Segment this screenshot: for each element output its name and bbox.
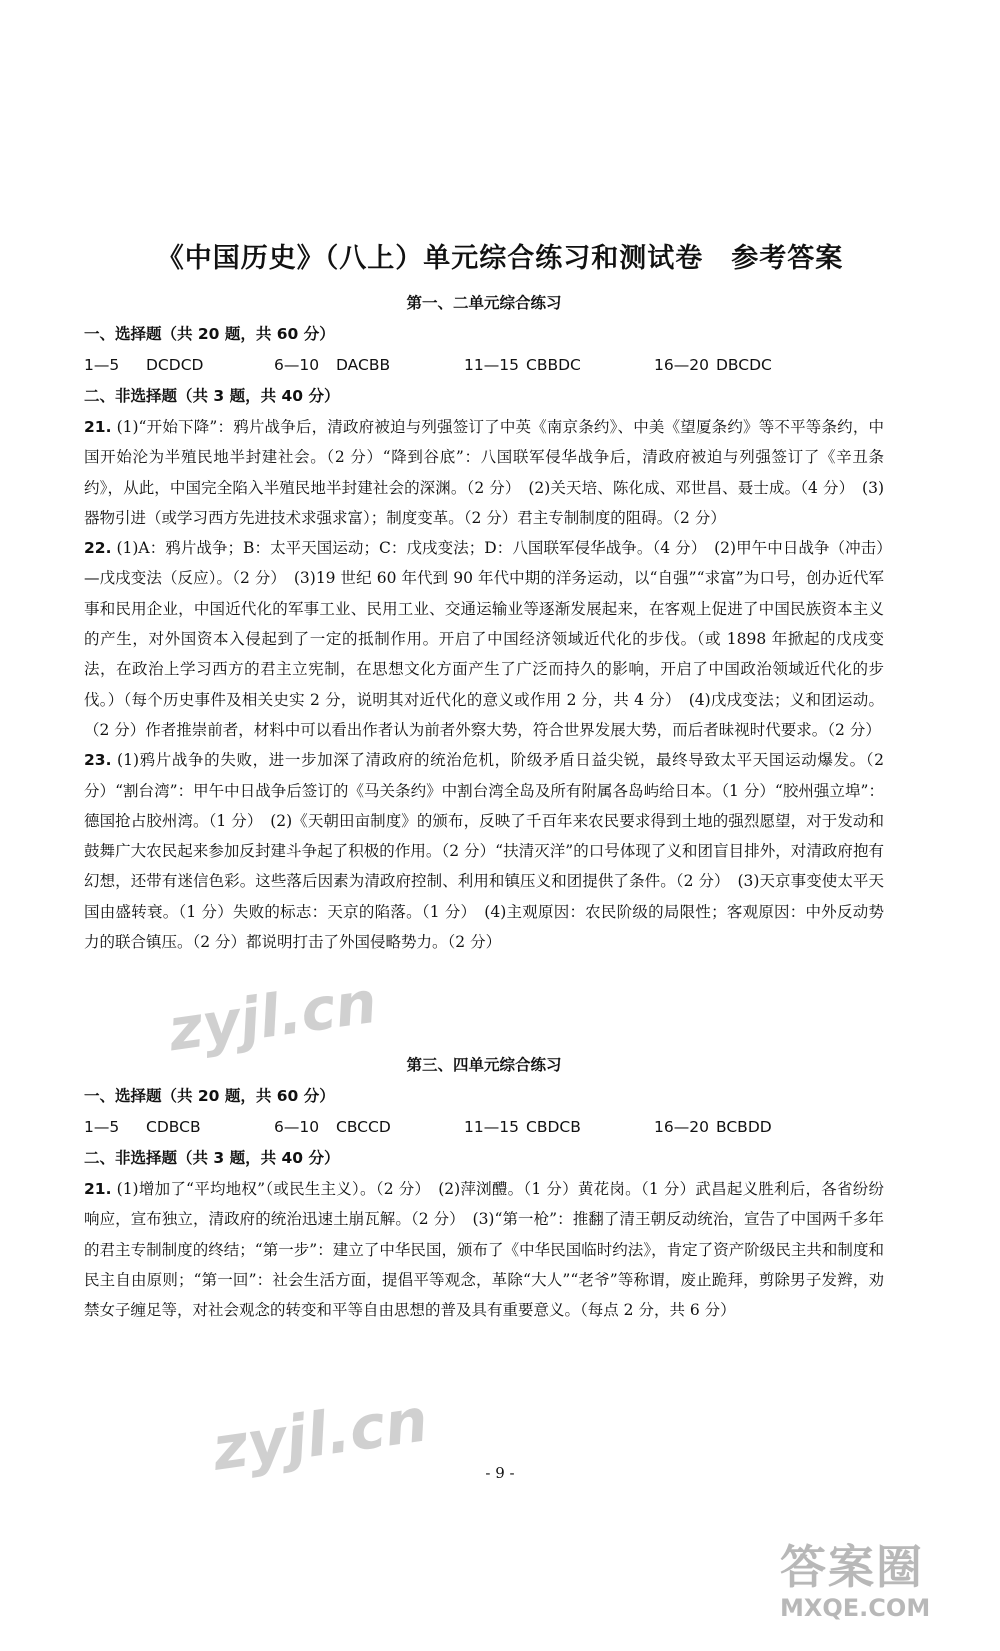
choice-range: 16—20 [654, 356, 709, 374]
choice-answers: BCBDD [716, 1118, 772, 1136]
choice-group [464, 1112, 654, 1142]
question-number: 22. [84, 539, 112, 558]
section-units-1-2 [84, 288, 884, 957]
section-units-3-4 [84, 1050, 884, 1325]
choice-answers: DACBB [336, 356, 391, 374]
watermark: zyjl.cn [208, 1385, 433, 1485]
logo-chars: 答案圈 [780, 1540, 924, 1594]
choice-answers: DBCDC [716, 356, 772, 374]
answer-paragraph [84, 533, 884, 745]
choice-range: 11—15 [464, 356, 519, 374]
choice-group [84, 350, 274, 380]
choice-group [274, 1112, 464, 1142]
question-number: 21. [84, 418, 112, 436]
choice-range: 1—5 [84, 356, 120, 374]
question-number: 23. [84, 751, 112, 770]
question-number: 21. [84, 1180, 112, 1198]
answer-text: (1)鸦片战争的失败，进一步加深了清政府的统治危机，阶级矛盾日益尖锐，最终导致太平天国运动爆发。（2 分）“割台湾”：甲午中日战争后签订的《马关条约》中割台湾全岛及所有附属各岛屿给日本。（1 分）“胶州强立埠”：德国抢占胶州湾。（1 分） (2)《天朝田亩制度》的颁布，反映了千百年来农民要求得到土地的强烈愿望，对于发动和鼓舞广大农民起来参加反封建斗争起了积极的作用。（2 分）“扶清灭洋”的口号体现了义和团盲目排外，对清政府抱有幻想，还带有迷信色彩。这些落后因素为清政府控制、利用和镇压义和团提供了条件。（2 分） (3)天京事变使太平天国由盛转衰。（1 分）失败的标志：天京的陷落。（1 分） (4)主观原因：农民阶级的局限性；客观原因：中外反动势力的联合镇压。（2 分）都说明打击了外国侵略势力。（2 分） [84, 751, 884, 952]
answer-paragraph [84, 745, 884, 957]
non-choice-part-heading: 二、非选择题（共 3 题，共 40 分） [84, 387, 340, 405]
choice-group [274, 350, 464, 380]
answer-paragraph [84, 412, 884, 533]
section-title: 第三、四单元综合练习 [406, 1056, 562, 1074]
answer-paragraph [84, 1174, 884, 1325]
choice-answers-row [84, 1112, 884, 1142]
answer-text: (1)“开始下降”：鸦片战争后，清政府被迫与列强签订了中英《南京条约》、中美《望厦条约》等不平等条约，中国开始沦为半殖民地半封建社会。（2 分）“降到谷底”：八国联军侵华战争后，清政府被迫与列强签订了《辛丑条约》，从此，中国完全陷入半殖民地半封建社会的深渊。（2 分） (2)关天培、陈化成、邓世昌、聂士成。（4 分） (3)器物引进（或学习西方先进技术求强求富）；制度变革。（2 分）君主专制制度的阻碍。（2 分） [84, 418, 884, 527]
choice-part-heading: 一、选择题（共 20 题，共 60 分） [84, 325, 335, 343]
choice-range: 6—10 [274, 356, 320, 374]
answer-text: (1)A：鸦片战争；B：太平天国运动；C：戊戌变法；D：八国联军侵华战争。（4 分） (2)甲午中日战争（冲击）—戊戌变法（反应）。（2 分） (3)19 世纪 60 年代到 90 年代中期的洋务运动，以“自强”“求富”为口号，创办近代军事和民用企业，中国近代化的军事工业、民用工业、交通运输业等逐渐发展起来，在客观上促进了中国民族资本主义的产生，对外国资本入侵起到了一定的抵制作用。开启了中国经济领域近代化的步伐。（或 1898 年掀起的戊戌变法，在政治上学习西方的君主立宪制，在思想文化方面产生了广泛而持久的影响，开启了中国政治领域近代化的步伐。）（每个历史事件及相关史实 2 分，说明其对近代化的意义或作用 2 分，共 4 分） (4)戊戌变法；义和团运动。（2 分）作者推崇前者，材料中可以看出作者认为前者外察大势，符合世界发展大势，而后者昧视时代要求。（2 分） [84, 539, 884, 739]
answer-text: (1)增加了“平均地权”（或民生主义）。（2 分） (2)萍浏醴。（1 分）黄花岗。（1 分）武昌起义胜利后，各省纷纷响应，宣布独立，清政府的统治迅速土崩瓦解。（2 分） (3)“第一枪”：推翻了清王朝反动统治，宣告了中国两千多年的君主专制制度的终结；“第一步”：建立了中华民国，颁布了《中华民国临时约法》，肯定了资产阶级民主共和制度和民主自由原则；“第一回”：社会生活方面，提倡平等观念，革除“大人”“老爷”等称谓，废止跪拜，剪除男子发辫，劝禁女子缠足等，对社会观念的转变和平等自由思想的普及具有重要意义。（每点 2 分，共 6 分） [84, 1180, 884, 1320]
choice-range: 11—15 [464, 1118, 519, 1136]
non-choice-part-heading: 二、非选择题（共 3 题，共 40 分） [84, 1149, 340, 1167]
choice-answers: CBDCB [526, 1118, 581, 1136]
logo-url: MXQE.COM [780, 1594, 931, 1622]
choice-group [654, 1112, 844, 1142]
choice-answers-row [84, 350, 884, 380]
choice-answers: CBCCD [336, 1118, 391, 1136]
choice-range: 6—10 [274, 1118, 320, 1136]
choice-answers: CBBDC [526, 356, 581, 374]
choice-answers: DCDCD [146, 356, 204, 374]
choice-range: 1—5 [84, 1118, 120, 1136]
section-title: 第一、二单元综合练习 [406, 294, 562, 312]
page-title: 《中国历史》（八上）单元综合练习和测试卷 参考答案 [156, 243, 844, 274]
choice-answers: CDBCB [146, 1118, 201, 1136]
choice-group [84, 1112, 274, 1142]
choice-part-heading: 一、选择题（共 20 题，共 60 分） [84, 1087, 335, 1105]
choice-group [464, 350, 654, 380]
choice-group [654, 350, 844, 380]
site-logo [780, 1540, 980, 1640]
page-number: - 9 - [485, 1464, 515, 1482]
watermark: zyjl.cn [164, 967, 381, 1065]
choice-range: 16—20 [654, 1118, 709, 1136]
